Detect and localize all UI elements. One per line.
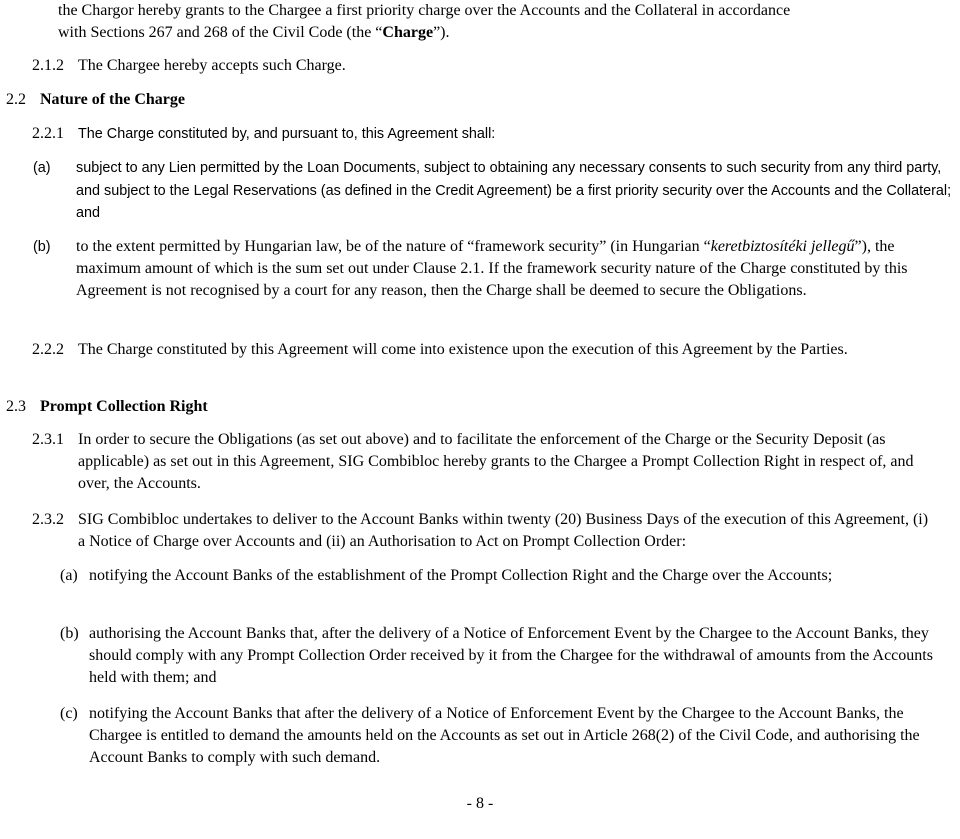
clause-number: 2.2.1 [32,125,64,142]
charge-defined-term: Charge [382,24,434,41]
item-text: authorising the Account Banks that, after the delivery of a Notice of Enforcement Event by the Chargee to the Account Banks, they should comply with any Prompt Collection Order received by it from the Chargee for the withdrawal of amounts from the Accounts held with them; and [89,625,933,686]
clause-number: 2.2.2 [32,341,64,358]
clause-number: 2.3.2 [32,511,64,528]
clause-text: SIG Combibloc undertakes to deliver to the Account Banks within twenty (20) Business Days of the execution of this Agreement, (i) a Notice of Charge over Accounts and (ii) an Authorisation to Act on Prompt Collection Order: [78,511,929,550]
section-number: 2.2 [6,91,26,108]
clause-text: The Chargee hereby accepts such Charge. [78,57,346,74]
item-label: (b) [60,625,79,642]
clause-text: The Charge constituted by, and pursuant to, this Agreement shall: [78,126,496,142]
top-paragraph-line1: the Chargor hereby grants to the Chargee a first priority charge over the Accounts and the Collateral in accordance [58,2,791,19]
item-text: notifying the Account Banks of the establishment of the Prompt Collection Right and the Charge over the Accounts; [89,567,833,584]
item-text: notifying the Account Banks that after the delivery of a Notice of Enforcement Event by the Chargee to the Account Banks, the Chargee is entitled to demand the amounts held on the Accounts as set out in Article 268(2) of the Civil Code, and authorising the Account Banks to comply with such demand. [89,705,920,766]
clause-text: The Charge constituted by this Agreement will come into existence upon the execution of this Agreement by the Parties. [78,341,848,358]
section-number: 2.3 [6,398,26,415]
clause-text: In order to secure the Obligations (as set out above) and to facilitate the enforcement of the Charge or the Security Deposit (as applicable) as set out in this Agreement, SIG Combibloc hereby grants to the Chargee a Prompt Collection Right in respect of, and over, the Accounts. [78,431,914,492]
top-paragraph [58,0,938,44]
item-label: (b) [33,239,51,255]
section-title: Nature of the Charge [40,91,186,108]
item-text: to the extent permitted by Hungarian law, be of the nature of “framework security” (in Hungarian “keretbiztosítéki jellegű”), the maximum amount of which is the sum set out under Clause 2.1. If the framework security nature of the Charge constituted by this Agreement is not recognised by a court for any reason, then the Charge shall be deemed to secure the Obligations. [76,238,908,299]
page-number: - 8 - [466,795,494,812]
top-paragraph-line2: with Sections 267 and 268 of the Civil Code (the “Charge”). [58,24,450,41]
hungarian-term: keretbiztosítéki jellegű [710,238,855,255]
clause-number: 2.3.1 [32,431,64,448]
clause-number: 2.1.2 [32,57,64,74]
section-title: Prompt Collection Right [40,398,208,415]
item-label: (a) [60,567,78,584]
item-label: (a) [33,160,51,176]
item-label: (c) [60,705,78,722]
item-text: subject to any Lien permitted by the Loan Documents, subject to obtaining any necessary consents to such security from any third party, and subject to the Legal Reservations (as defined in the Credit Agreement) be a first priority security over the Accounts and the Collateral; and [76,160,952,221]
